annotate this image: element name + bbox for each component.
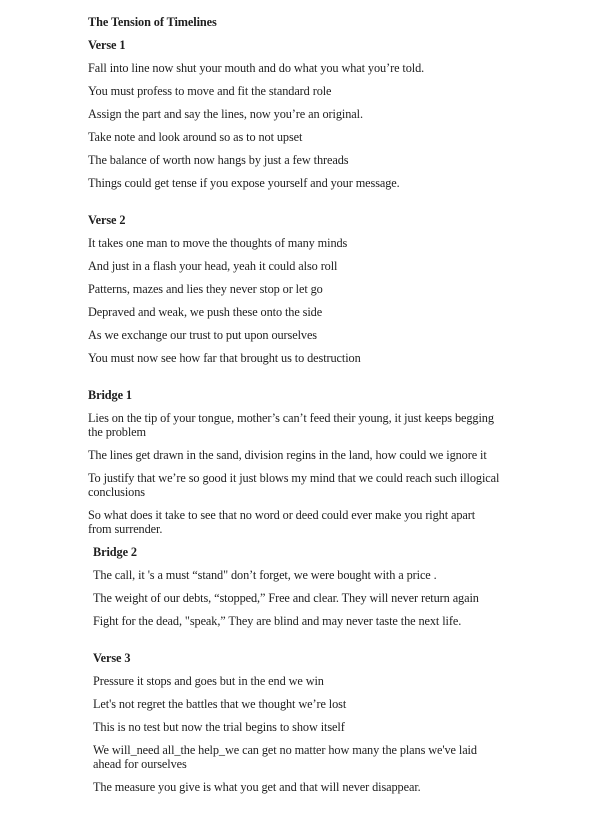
lyric-paragraph (88, 305, 542, 319)
lyric-line: Take note and look around so as to not upset (88, 130, 303, 144)
lyric-line: The call, it 's a must “stand" don’t forget, we were bought with a price . (93, 568, 437, 582)
lyric-line: Patterns, mazes and lies they never stop or let go (88, 282, 323, 296)
lyric-line: Things could get tense if you expose yourself and your message. (88, 176, 400, 190)
lyric-line: The balance of worth now hangs by just a few threads (88, 153, 349, 167)
lyric-line: The lines get drawn in the sand, division regins in the land, how could we ignore it (88, 448, 487, 462)
lyric-paragraph (88, 259, 542, 273)
section-heading: Verse 1 (88, 38, 126, 52)
lyric-line: Assign the part and say the lines, now you’re an original. (88, 107, 363, 121)
lyric-line: Let's not regret the battles that we thought we’re lost (93, 697, 347, 711)
lyric-paragraph (88, 236, 542, 250)
document-title: The Tension of Timelines (88, 15, 217, 29)
lyric-line: As we exchange our trust to put upon ourselves (88, 328, 317, 342)
lyric-line: To justify that we’re so good it just blows my mind that we could reach such illogical (88, 471, 500, 485)
lyric-paragraph (88, 411, 542, 439)
lyric-paragraph (88, 153, 542, 167)
lyric-paragraph (88, 84, 542, 98)
lyric-line: The measure you give is what you get and that will never disappear. (93, 780, 421, 794)
lyric-paragraph (88, 743, 542, 771)
section-heading: Verse 3 (93, 651, 131, 665)
lyric-paragraph (88, 61, 542, 75)
lyric-line: It takes one man to move the thoughts of many minds (88, 236, 348, 250)
lyric-line: Depraved and weak, we push these onto the side (88, 305, 323, 319)
lyric-line: Lies on the tip of your tongue, mother’s can’t feed their young, it just keeps begging (88, 411, 494, 425)
lyric-line: from surrender. (88, 522, 163, 536)
lyric-line: And just in a flash your head, yeah it could also roll (88, 259, 338, 273)
lyric-paragraph (88, 697, 542, 711)
lyric-paragraph (88, 351, 542, 365)
lyrics-sections (88, 38, 542, 794)
section-heading: Bridge 1 (88, 388, 132, 402)
lyric-line: You must now see how far that brought us to destruction (88, 351, 361, 365)
lyric-line: Fight for the dead, "speak,” They are blind and may never taste the next life. (93, 614, 462, 628)
lyric-paragraph (88, 107, 542, 121)
lyric-paragraph (88, 176, 542, 190)
lyric-line: Pressure it stops and goes but in the end we win (93, 674, 324, 688)
lyric-paragraph (88, 471, 542, 499)
lyric-line: the problem (88, 425, 146, 439)
lyric-paragraph (88, 674, 542, 688)
lyric-paragraph (88, 448, 542, 462)
lyric-line: Fall into line now shut your mouth and do what you what you’re told. (88, 61, 425, 75)
section-heading: Bridge 2 (93, 545, 137, 559)
lyric-paragraph (88, 720, 542, 734)
lyric-paragraph (88, 780, 542, 794)
lyric-line: We will_need all_the help_we can get no matter how many the plans we've laid (93, 743, 477, 757)
lyric-line: You must profess to move and fit the standard role (88, 84, 332, 98)
lyric-line: So what does it take to see that no word or deed could ever make you right apart (88, 508, 476, 522)
lyric-line: conclusions (88, 485, 145, 499)
lyric-paragraph (88, 568, 542, 582)
lyric-paragraph (88, 328, 542, 342)
lyric-paragraph (88, 508, 542, 536)
lyric-paragraph (88, 282, 542, 296)
section-heading: Verse 2 (88, 213, 126, 227)
lyric-line: The weight of our debts, “stopped,” Free and clear. They will never return again (93, 591, 479, 605)
lyric-paragraph (88, 614, 542, 628)
lyric-paragraph (88, 591, 542, 605)
lyric-line: This is no test but now the trial begins to show itself (93, 720, 345, 734)
lyric-line: ahead for ourselves (93, 757, 187, 771)
lyric-paragraph (88, 130, 542, 144)
